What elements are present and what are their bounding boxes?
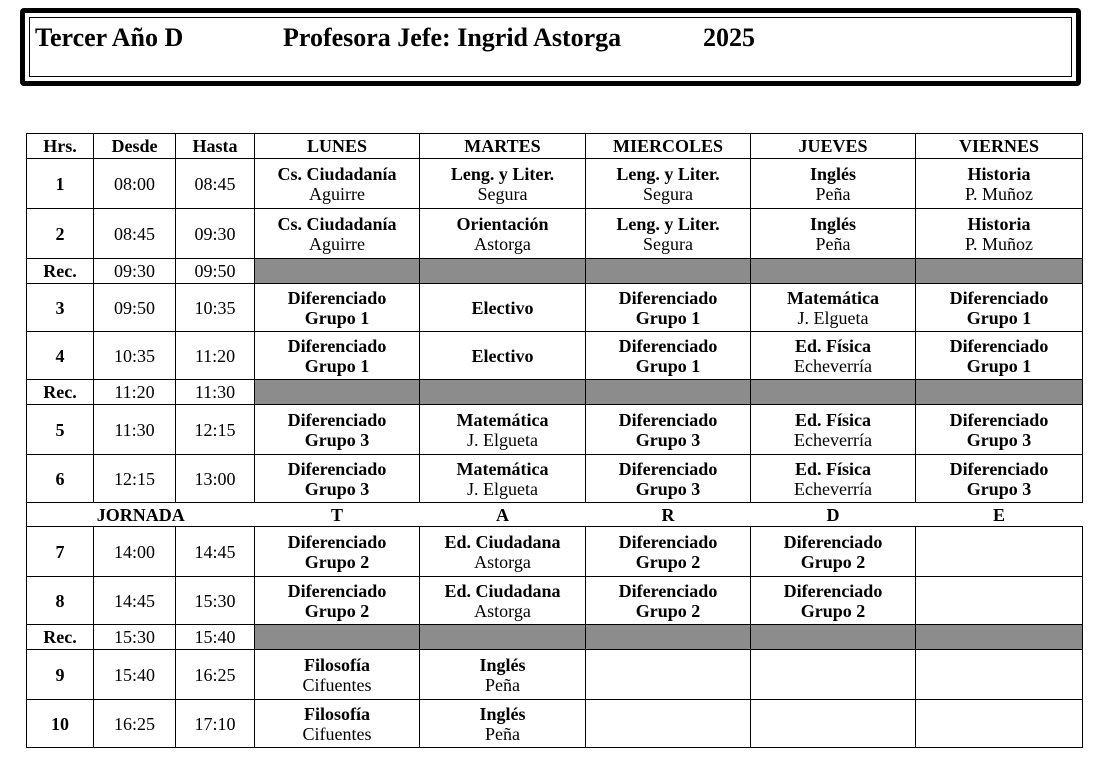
period-row (27, 405, 1083, 455)
school-year: 2025 (703, 23, 755, 52)
grade-title: Tercer Año D (35, 23, 184, 52)
recess-row (27, 625, 1083, 650)
start-time: 15:30 (94, 625, 176, 650)
teacher-name: Peña (815, 183, 851, 204)
group-name: Grupo 1 (304, 307, 370, 328)
period-row (27, 209, 1083, 259)
recess-cell (255, 259, 420, 284)
group-name: Grupo 3 (635, 478, 701, 499)
class-cell (916, 405, 1083, 455)
group-name: Grupo 2 (635, 551, 701, 572)
group-name: Grupo 1 (304, 355, 370, 376)
class-cell (255, 405, 420, 455)
recess-cell (420, 380, 586, 405)
class-cell (586, 284, 751, 332)
teacher-name: Peña (485, 674, 520, 695)
class-cell (751, 700, 916, 748)
subject-name: Filosofía (304, 703, 370, 724)
subject-name: Diferenciado (287, 409, 387, 430)
class-cell (420, 209, 586, 259)
jornada-label: JORNADA (27, 503, 255, 527)
header-row (27, 134, 1083, 159)
group-name: Grupo 2 (635, 600, 701, 621)
teacher-name: Segura (477, 183, 528, 204)
period-number: 6 (27, 455, 94, 503)
subject-name: Electivo (471, 345, 534, 366)
end-time: 15:40 (176, 625, 255, 650)
start-time: 15:40 (94, 650, 176, 700)
subject-name: Cs. Ciudadanía (277, 163, 397, 184)
subject-name: Diferenciado (949, 335, 1049, 356)
recess-cell (255, 380, 420, 405)
group-name: Grupo 3 (304, 429, 370, 450)
subject-name: Historia (967, 163, 1031, 184)
class-cell (751, 650, 916, 700)
header-inner-frame (29, 17, 1072, 77)
subject-name: Diferenciado (783, 580, 883, 601)
class-cell (255, 700, 420, 748)
group-name: Grupo 3 (635, 429, 701, 450)
period-number: 5 (27, 405, 94, 455)
jornada-letter: D (751, 503, 916, 527)
period-row (27, 700, 1083, 748)
subject-name: Diferenciado (287, 531, 387, 552)
start-time: 08:45 (94, 209, 176, 259)
subject-name: Matemática (787, 287, 879, 308)
class-cell (916, 284, 1083, 332)
subject-name: Diferenciado (618, 580, 718, 601)
subject-name: Inglés (809, 213, 856, 234)
class-cell (916, 650, 1083, 700)
period-row (27, 455, 1083, 503)
end-time: 15:30 (176, 577, 255, 625)
start-time: 11:30 (94, 405, 176, 455)
class-cell (751, 159, 916, 209)
subject-name: Diferenciado (949, 409, 1049, 430)
start-time: 09:50 (94, 284, 176, 332)
period-row (27, 527, 1083, 577)
recess-cell (916, 380, 1083, 405)
period-number: Rec. (27, 380, 94, 405)
class-cell (420, 700, 586, 748)
subject-name: Cs. Ciudadanía (277, 213, 397, 234)
end-time: 08:45 (176, 159, 255, 209)
class-cell (420, 284, 586, 332)
class-cell (916, 455, 1083, 503)
period-row (27, 332, 1083, 380)
class-cell (255, 332, 420, 380)
teacher-name: Aguirre (309, 183, 365, 204)
end-time: 12:15 (176, 405, 255, 455)
class-cell (751, 527, 916, 577)
start-time: 16:25 (94, 700, 176, 748)
class-cell (255, 284, 420, 332)
teacher-name: Astorga (474, 233, 531, 254)
class-cell (586, 650, 751, 700)
teacher-name: Astorga (474, 600, 531, 621)
recess-row (27, 259, 1083, 284)
group-name: Grupo 3 (304, 478, 370, 499)
jornada-letter: E (916, 503, 1083, 527)
schedule-body (27, 159, 1083, 748)
period-row (27, 577, 1083, 625)
teacher-name: Peña (485, 723, 520, 744)
teacher-name: Cifuentes (302, 723, 372, 744)
class-cell (751, 209, 916, 259)
recess-cell (916, 625, 1083, 650)
class-cell (916, 159, 1083, 209)
class-cell (586, 577, 751, 625)
group-name: Grupo 3 (966, 478, 1032, 499)
subject-name: Ed. Física (794, 335, 871, 356)
teacher-name: Peña (815, 233, 851, 254)
teacher-name: J. Elgueta (467, 478, 538, 499)
jornada-row (27, 503, 1083, 527)
period-row (27, 650, 1083, 700)
recess-cell (586, 380, 751, 405)
class-cell (751, 577, 916, 625)
start-time: 10:35 (94, 332, 176, 380)
subject-name: Diferenciado (618, 335, 718, 356)
subject-name: Ed. Física (794, 458, 871, 479)
subject-name: Diferenciado (287, 580, 387, 601)
subject-name: Electivo (471, 297, 534, 318)
subject-name: Diferenciado (287, 335, 387, 356)
group-name: Grupo 2 (304, 600, 370, 621)
subject-name: Diferenciado (618, 458, 718, 479)
subject-name: Diferenciado (287, 287, 387, 308)
end-time: 09:30 (176, 209, 255, 259)
end-time: 14:45 (176, 527, 255, 577)
period-row (27, 159, 1083, 209)
period-number: 4 (27, 332, 94, 380)
end-time: 11:20 (176, 332, 255, 380)
class-cell (751, 332, 916, 380)
col-header-hrs: Hrs. (27, 134, 94, 159)
teacher-name: Segura (643, 183, 693, 204)
end-time: 16:25 (176, 650, 255, 700)
col-header-miercoles: MIERCOLES (586, 134, 751, 159)
col-header-jueves: JUEVES (751, 134, 916, 159)
head-teacher: Profesora Jefe: Ingrid Astorga (283, 23, 622, 52)
subject-name: Inglés (479, 654, 526, 675)
end-time: 10:35 (176, 284, 255, 332)
class-cell (420, 650, 586, 700)
class-cell (420, 159, 586, 209)
class-cell (420, 455, 586, 503)
teacher-name: J. Elgueta (797, 307, 869, 328)
jornada-letter: A (420, 503, 586, 527)
period-number: 8 (27, 577, 94, 625)
class-cell (751, 455, 916, 503)
start-time: 08:00 (94, 159, 176, 209)
class-cell (586, 700, 751, 748)
teacher-name: Segura (643, 233, 693, 254)
subject-name: Matemática (456, 409, 549, 430)
subject-name: Inglés (809, 163, 856, 184)
subject-name: Orientación (456, 213, 549, 234)
period-number: 7 (27, 527, 94, 577)
jornada-letter: R (586, 503, 751, 527)
class-cell (255, 527, 420, 577)
group-name: Grupo 2 (800, 600, 866, 621)
class-cell (255, 455, 420, 503)
schedule-table (26, 133, 1083, 748)
subject-name: Leng. y Liter. (616, 213, 720, 234)
teacher-name: P. Muñoz (964, 183, 1033, 204)
period-number: 10 (27, 700, 94, 748)
subject-name: Diferenciado (287, 458, 387, 479)
subject-name: Diferenciado (949, 287, 1049, 308)
class-cell (916, 209, 1083, 259)
subject-name: Diferenciado (949, 458, 1049, 479)
period-number: Rec. (27, 259, 94, 284)
subject-name: Ed. Ciudadana (444, 531, 561, 552)
group-name: Grupo 1 (966, 355, 1032, 376)
start-time: 12:15 (94, 455, 176, 503)
col-header-martes: MARTES (420, 134, 586, 159)
subject-name: Diferenciado (618, 409, 718, 430)
teacher-name: Echeverría (794, 429, 872, 450)
subject-name: Diferenciado (618, 287, 718, 308)
class-cell (916, 700, 1083, 748)
period-number: 3 (27, 284, 94, 332)
teacher-name: J. Elgueta (467, 429, 538, 450)
period-number: 2 (27, 209, 94, 259)
teacher-name: Echeverría (794, 478, 872, 499)
recess-cell (586, 625, 751, 650)
class-cell (751, 405, 916, 455)
subject-name: Matemática (456, 458, 549, 479)
class-cell (916, 577, 1083, 625)
class-cell (916, 332, 1083, 380)
class-cell (420, 577, 586, 625)
class-cell (586, 332, 751, 380)
class-cell (420, 332, 586, 380)
subject-name: Diferenciado (783, 531, 883, 552)
class-cell (751, 284, 916, 332)
recess-cell (420, 259, 586, 284)
period-number: 9 (27, 650, 94, 700)
class-cell (255, 650, 420, 700)
class-cell (586, 209, 751, 259)
subject-name: Leng. y Liter. (616, 163, 720, 184)
col-header-hasta: Hasta (176, 134, 255, 159)
group-name: Grupo 2 (304, 551, 370, 572)
recess-cell (751, 625, 916, 650)
recess-cell (420, 625, 586, 650)
col-header-desde: Desde (94, 134, 176, 159)
col-header-lunes: LUNES (255, 134, 420, 159)
teacher-name: Astorga (474, 551, 531, 572)
class-cell (420, 405, 586, 455)
class-cell (586, 527, 751, 577)
recess-row (27, 380, 1083, 405)
subject-name: Filosofía (304, 654, 370, 675)
period-number: Rec. (27, 625, 94, 650)
class-cell (255, 209, 420, 259)
subject-name: Ed. Física (794, 409, 871, 430)
teacher-name: Echeverría (794, 355, 872, 376)
class-cell (586, 455, 751, 503)
group-name: Grupo 1 (966, 307, 1032, 328)
period-row (27, 284, 1083, 332)
class-cell (916, 527, 1083, 577)
subject-name: Inglés (479, 703, 526, 724)
end-time: 09:50 (176, 259, 255, 284)
start-time: 14:45 (94, 577, 176, 625)
subject-name: Diferenciado (618, 531, 718, 552)
teacher-name: P. Muñoz (964, 233, 1033, 254)
teacher-name: Cifuentes (302, 674, 372, 695)
recess-cell (916, 259, 1083, 284)
end-time: 11:30 (176, 380, 255, 405)
subject-name: Ed. Ciudadana (444, 580, 561, 601)
class-cell (586, 159, 751, 209)
header-box (20, 8, 1081, 86)
recess-cell (255, 625, 420, 650)
recess-cell (751, 259, 916, 284)
subject-name: Historia (967, 213, 1031, 234)
class-cell (420, 527, 586, 577)
end-time: 13:00 (176, 455, 255, 503)
jornada-letter: T (255, 503, 420, 527)
class-cell (255, 159, 420, 209)
teacher-name: Aguirre (309, 233, 365, 254)
group-name: Grupo 1 (635, 355, 701, 376)
start-time: 09:30 (94, 259, 176, 284)
end-time: 17:10 (176, 700, 255, 748)
col-header-viernes: VIERNES (916, 134, 1083, 159)
group-name: Grupo 2 (800, 551, 866, 572)
group-name: Grupo 1 (635, 307, 701, 328)
class-cell (586, 405, 751, 455)
recess-cell (751, 380, 916, 405)
class-cell (255, 577, 420, 625)
period-number: 1 (27, 159, 94, 209)
start-time: 11:20 (94, 380, 176, 405)
subject-name: Leng. y Liter. (450, 163, 555, 184)
start-time: 14:00 (94, 527, 176, 577)
recess-cell (586, 259, 751, 284)
group-name: Grupo 3 (966, 429, 1032, 450)
